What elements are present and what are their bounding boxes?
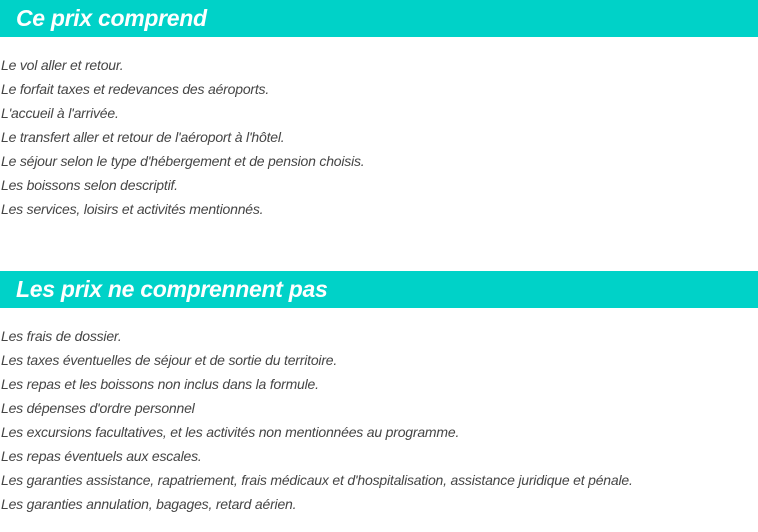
list-item: Les garanties annulation, bagages, retard aérien.	[1, 496, 297, 512]
list-item: Les repas et les boissons non inclus dans la formule.	[1, 376, 319, 392]
list-item: Les repas éventuels aux escales.	[1, 448, 202, 464]
list-item: Le vol aller et retour.	[1, 57, 124, 73]
included-section-header	[0, 0, 758, 37]
list-item: Les garanties assistance, rapatriement, frais médicaux et d'hospitalisation, assistance juridique et pénale.	[1, 472, 633, 488]
list-item: Les dépenses d'ordre personnel	[1, 400, 195, 416]
list-item: Le transfert aller et retour de l'aéroport à l'hôtel.	[1, 129, 285, 145]
list-item: L'accueil à l'arrivée.	[1, 105, 119, 121]
included-list	[1, 53, 364, 221]
excluded-section-header	[0, 271, 758, 308]
list-item: Les services, loisirs et activités mentionnés.	[1, 201, 264, 217]
excluded-list	[1, 324, 633, 516]
list-item: Les boissons selon descriptif.	[1, 177, 178, 193]
list-item: Le forfait taxes et redevances des aéroports.	[1, 81, 270, 97]
list-item: Le séjour selon le type d'hébergement et de pension choisis.	[1, 153, 365, 169]
included-title: Ce prix comprend	[16, 5, 207, 31]
list-item: Les frais de dossier.	[1, 328, 122, 344]
list-item: Les taxes éventuelles de séjour et de sortie du territoire.	[1, 352, 338, 368]
list-item: Les excursions facultatives, et les activités non mentionnées au programme.	[1, 424, 460, 440]
excluded-title: Les prix ne comprennent pas	[16, 276, 328, 302]
